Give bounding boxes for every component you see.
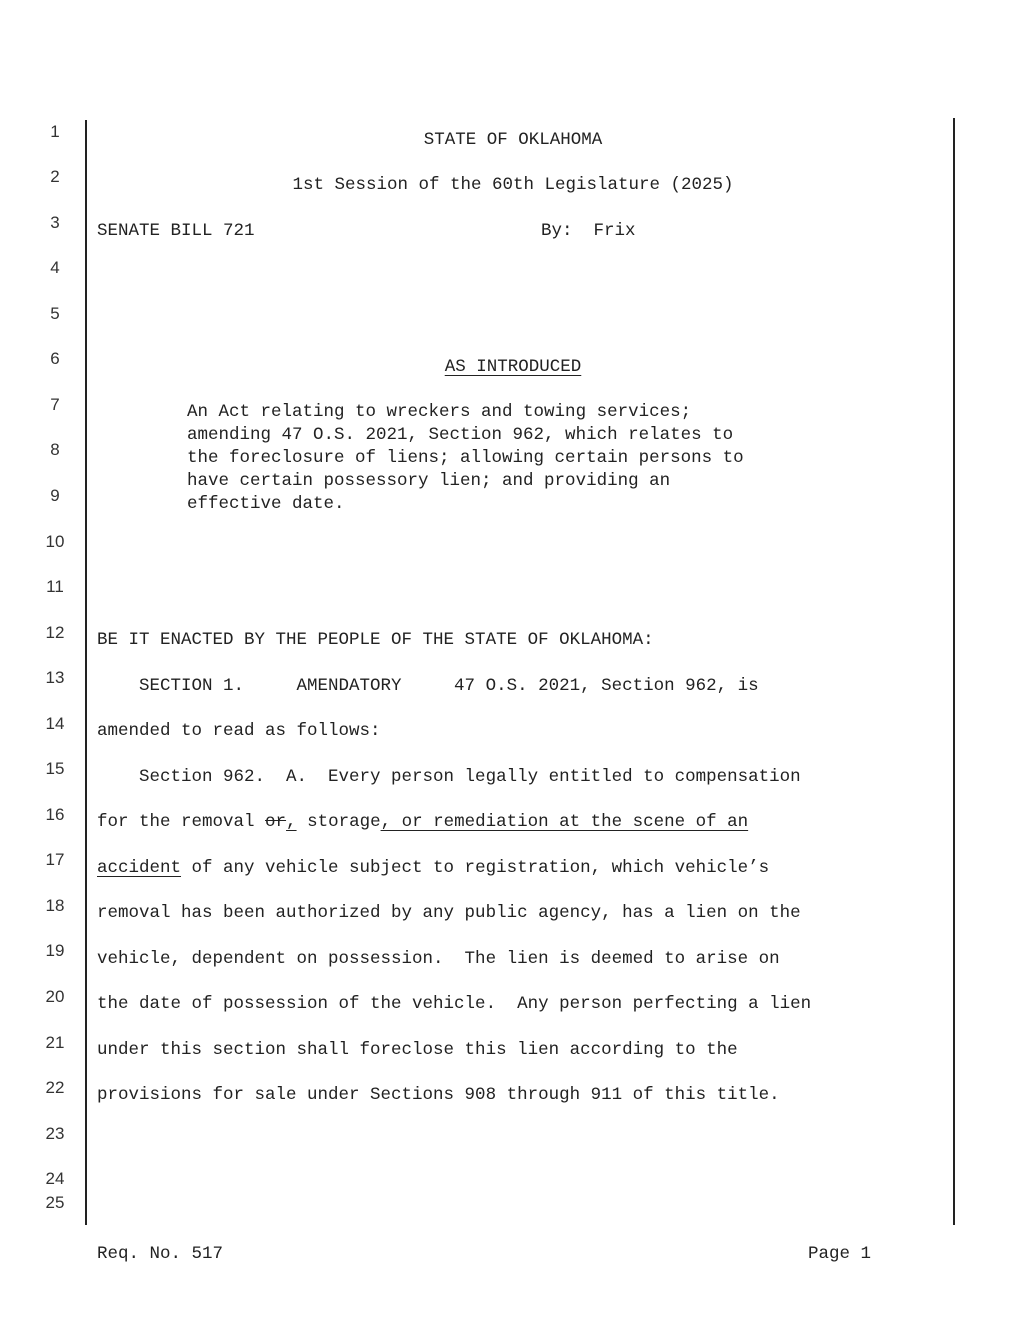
line-number: 23: [45, 1124, 65, 1143]
line-number: 10: [45, 532, 65, 551]
line-number: 20: [45, 987, 65, 1006]
body-text: for the removal: [97, 812, 266, 832]
enacting-clause: BE IT ENACTED BY THE PEOPLE OF THE STATE OF OKLAHOMA:: [97, 630, 654, 650]
line-number: 19: [45, 941, 65, 960]
line-number: 11: [46, 577, 64, 596]
body-text: of any vehicle subject to registration, which vehicle’s: [181, 858, 770, 878]
bill-author: By: Frix: [541, 221, 636, 241]
section-heading: SECTION 1. AMENDATORY 47 O.S. 2021, Section 962, is: [97, 676, 759, 696]
line-number: 21: [45, 1033, 65, 1052]
title-line: effective date.: [187, 494, 345, 514]
title-line: the foreclosure of liens; allowing certain persons to: [187, 448, 744, 468]
line-number: 4: [50, 258, 60, 277]
left-margin-rule: [85, 120, 87, 1225]
added-text: accident: [97, 858, 182, 878]
line-number: 8: [50, 440, 60, 459]
bill-number: SENATE BILL 721: [97, 221, 255, 241]
line-number: 1: [50, 122, 60, 141]
line-number: 14: [45, 714, 65, 733]
body-line: [97, 857, 769, 879]
bill-title: [187, 401, 887, 516]
bill-status-text: AS INTRODUCED: [444, 357, 582, 377]
line-number-cut: 25: [45, 1193, 65, 1212]
struck-text: or: [265, 812, 287, 832]
section-intro: amended to read as follows:: [97, 721, 381, 741]
line-number: 3: [50, 213, 60, 232]
title-line: have certain possessory lien; and providing an: [187, 471, 671, 491]
body-line: under this section shall foreclose this lien according to the: [97, 1040, 738, 1060]
line-number: 15: [45, 759, 65, 778]
line-number: 24: [45, 1169, 65, 1188]
line-number: 12: [45, 623, 65, 642]
title-line: An Act relating to wreckers and towing services;: [187, 402, 692, 422]
body-line: [97, 811, 748, 833]
line-number: 9: [50, 486, 60, 505]
body-line: Section 962. A. Every person legally entitled to compensation: [97, 767, 801, 787]
line-number: 17: [45, 850, 65, 869]
page-number: Page 1: [808, 1244, 872, 1264]
request-number: Req. No. 517: [97, 1244, 224, 1264]
body-text: storage: [296, 812, 381, 832]
state-heading: STATE OF OKLAHOMA: [423, 130, 603, 150]
added-text: ,: [286, 812, 297, 832]
title-line: amending 47 O.S. 2021, Section 962, which relates to: [187, 425, 734, 445]
added-text: , or remediation at the scene of an: [380, 812, 749, 832]
line-number: 22: [45, 1078, 65, 1097]
body-line: vehicle, dependent on possession. The lien is deemed to arise on: [97, 949, 780, 969]
body-line: provisions for sale under Sections 908 through 911 of this title.: [97, 1085, 780, 1105]
right-margin-rule: [953, 118, 955, 1225]
body-line: the date of possession of the vehicle. Any person perfecting a lien: [97, 994, 812, 1014]
line-number: 13: [45, 668, 65, 687]
body-line: removal has been authorized by any public agency, has a lien on the: [97, 903, 801, 923]
bill-status: [97, 356, 929, 378]
line-number: 5: [50, 304, 60, 323]
session-heading: 1st Session of the 60th Legislature (2025): [292, 175, 734, 195]
line-number: 6: [50, 349, 60, 368]
line-number: 2: [50, 167, 60, 186]
line-number: 16: [45, 805, 65, 824]
line-number: 18: [45, 896, 65, 915]
line-number: 7: [50, 395, 60, 414]
